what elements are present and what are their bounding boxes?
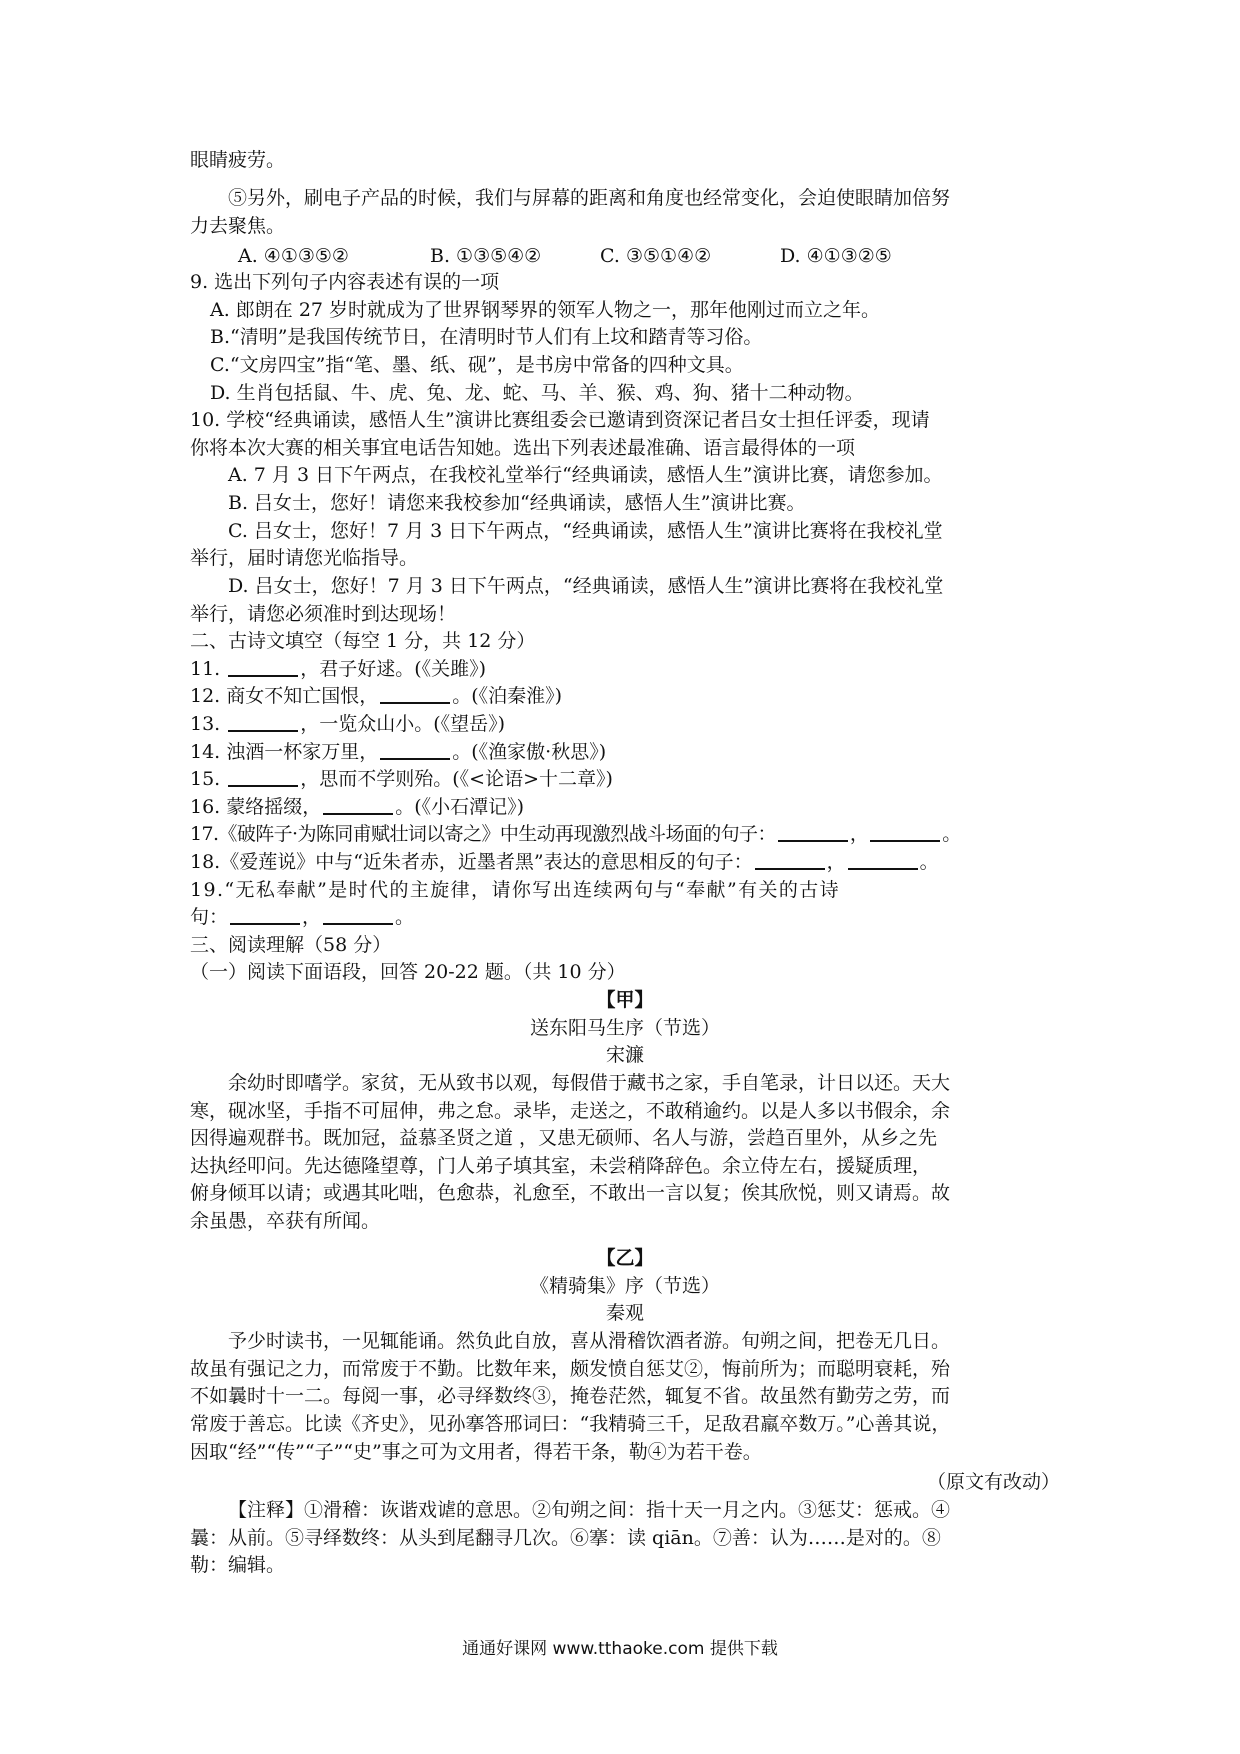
notes-line-1: 【注释】①滑稽：诙谐戏谑的意思。②旬朔之间：指十天一月之内。③惩艾：惩戒。④	[228, 1499, 951, 1521]
q12-pre: 12. 商女不知亡国恨，	[190, 685, 379, 707]
q15	[190, 765, 613, 793]
passage-jia-line: 余虽愚，卒获有所闻。	[190, 1210, 381, 1232]
q19-line-1: 19.“无私奉献”是时代的主旋律，请你写出连续两句与“奉献”有关的古诗	[190, 879, 841, 901]
q18-post: 。	[919, 851, 939, 873]
passage-jia-line: 达执经叩问。先达德隆望尊，门人弟子填其室，未尝稍降辞色。余立侍左右，援疑质理，	[190, 1155, 932, 1177]
q19-mid: ，	[302, 906, 322, 928]
q9-stem: 9. 选出下列句子内容表述有误的一项	[190, 271, 500, 293]
q9-option-d: D. 生肖包括鼠、牛、虎、兔、龙、蛇、马、羊、猴、鸡、狗、猪十二种动物。	[210, 382, 864, 404]
q17	[190, 820, 961, 848]
q9-option-a: A. 郎朗在 27 岁时就成为了世界钢琴界的领军人物之一，那年他刚过而立之年。	[210, 299, 881, 321]
q8-line-3: 力去聚焦。	[190, 215, 286, 237]
footer-credit: 通通好课网 www.tthaoke.com 提供下载	[462, 1639, 778, 1659]
q16	[190, 793, 524, 821]
answer-blank[interactable]	[380, 684, 450, 704]
q11	[190, 655, 486, 683]
q17-pre: 17.《破阵子·为陈同甫赋壮词以寄之》中生动再现激烈战斗场面的句子：	[190, 823, 776, 845]
passage-yi-line: 故虽有强记之力，而常废于不勤。比数年来，颇发愤自惩艾②，悔前所为；而聪明衰耗，殆	[190, 1358, 951, 1380]
answer-blank[interactable]	[228, 767, 298, 787]
passage-yi-line: 不如曩时十一二。每阅一事，必寻绎数终③，掩卷茫然，辄复不省。故虽然有勤劳之劳，而	[190, 1385, 951, 1407]
passage-jia-line: 余幼时即嗜学。家贫，无从致书以观，每假借于藏书之家，手自笔录，计日以还。天大	[228, 1072, 951, 1094]
section-2-title: 二、古诗文填空（每空 1 分，共 12 分）	[190, 630, 536, 652]
q18-mid: ，	[826, 851, 846, 873]
q8-option-a: A. ④①③⑤②	[238, 245, 349, 267]
q10-option-d-1: D. 吕女士，您好！7 月 3 日下午两点，“经典诵读，感悟人生”演讲比赛将在我校礼堂	[228, 575, 944, 597]
q10-option-c-2: 举行，届时请您光临指导。	[190, 547, 419, 569]
q8-option-b: B. ①③⑤④②	[430, 245, 542, 267]
q10-option-a: A. 7 月 3 日下午两点，在我校礼堂举行“经典诵读，感悟人生”演讲比赛，请您参加。	[228, 464, 943, 486]
q13-post: ，一览众山小。(《望岳》)	[300, 713, 506, 735]
q9-option-b: B.“清明”是我国传统节日，在清明时节人们有上坟和踏青等习俗。	[210, 326, 763, 348]
passage-yi-line: 常废于善忘。比读《齐史》，见孙搴答邢词曰：“我精骑三千，足敌君羸卒数万。”心善其说，	[190, 1413, 951, 1435]
q11-pre: 11.	[190, 658, 227, 680]
q10-stem-1: 10. 学校“经典诵读，感悟人生”演讲比赛组委会已邀请到资深记者吕女士担任评委，现请	[190, 409, 930, 431]
q19-line-2	[190, 903, 414, 931]
q14	[190, 738, 606, 766]
q15-post: ，思而不学则殆。(《<论语>十二章》)	[300, 768, 613, 790]
answer-blank[interactable]	[230, 905, 300, 925]
q13	[190, 710, 505, 738]
q13-pre: 13.	[190, 713, 227, 735]
q11-post: ，君子好逑。(《关雎》)	[300, 658, 487, 680]
q10-option-d-2: 举行，请您必须准时到达现场！	[190, 603, 457, 625]
q19-post: 。	[395, 906, 415, 928]
q18-pre: 18.《爱莲说》中与“近朱者赤，近墨者黑”表达的意思相反的句子：	[190, 851, 753, 873]
q10-option-c-1: C. 吕女士，您好！7 月 3 日下午两点，“经典诵读，感悟人生”演讲比赛将在我校礼堂	[228, 520, 943, 542]
passage-jia-line: 因得遍观群书。既加冠，益慕圣贤之道 ，又患无硕师、名人与游，尝趋百里外，从乡之先	[190, 1127, 938, 1149]
passage-jia-title: 送东阳马生序（节选）	[529, 1017, 720, 1039]
answer-blank[interactable]	[755, 850, 825, 870]
q8-option-d: D. ④①③②⑤	[780, 245, 892, 267]
passage-jia-mark: 【甲】	[596, 989, 654, 1011]
answer-blank[interactable]	[778, 822, 848, 842]
q14-post: 。(《渔家傲·秋思》)	[452, 741, 607, 763]
passage-yi-title: 《精骑集》序（节选）	[529, 1275, 720, 1297]
passage-jia-author: 宋濂	[605, 1044, 644, 1066]
q16-post: 。(《小石潭记》)	[395, 796, 525, 818]
passage-jia-line: 俯身倾耳以请；或遇其叱咄，色愈恭，礼愈至，不敢出一言以复；俟其欣悦，则又请焉。故	[190, 1182, 951, 1204]
answer-blank[interactable]	[380, 740, 450, 760]
q15-pre: 15.	[190, 768, 227, 790]
q14-pre: 14. 浊酒一杯家万里，	[190, 741, 379, 763]
answer-blank[interactable]	[228, 712, 298, 732]
q8-option-c: C. ③⑤①④②	[600, 245, 712, 267]
answer-blank[interactable]	[228, 657, 298, 677]
passage-yi-source: （原文有改动）	[926, 1471, 1060, 1493]
passage-yi-author: 秦观	[605, 1302, 644, 1324]
answer-blank[interactable]	[323, 795, 393, 815]
q12	[190, 682, 562, 710]
q8-line-2: ⑤另外，刷电子产品的时候，我们与屏幕的距离和角度也经常变化，会迫使眼睛加倍努	[228, 187, 951, 209]
passage-yi-line: 因取“经”“传”“子”“史”事之可为文用者，得若干条，勒④为若干卷。	[190, 1441, 762, 1463]
q16-pre: 16. 蒙络摇缀，	[190, 796, 322, 818]
q12-post: 。(《泊秦淮》)	[452, 685, 563, 707]
passage-jia-line: 寒，砚冰坚，手指不可屈伸，弗之怠。录毕，走送之，不敢稍逾约。以是人多以书假余，余	[190, 1100, 951, 1122]
notes-line-3: 勒：编辑。	[190, 1554, 286, 1576]
q17-mid: ，	[849, 823, 869, 845]
answer-blank[interactable]	[323, 905, 393, 925]
part-1-title: （一）阅读下面语段，回答 20-22 题。（共 10 分）	[190, 961, 626, 983]
answer-blank[interactable]	[848, 850, 918, 870]
q10-option-b: B. 吕女士，您好！请您来我校参加“经典诵读，感悟人生”演讲比赛。	[228, 492, 806, 514]
q19-pre: 句：	[190, 906, 229, 928]
q17-post: 。	[942, 823, 961, 845]
q18	[190, 848, 939, 876]
q9-option-c: C.“文房四宝”指“笔、墨、纸、砚”，是书房中常备的四种文具。	[210, 354, 744, 376]
q8-line-1: 眼睛疲劳。	[190, 149, 286, 171]
q10-stem-2: 你将本次大赛的相关事宜电话告知她。选出下列表述最准确、语言最得体的一项	[190, 437, 856, 459]
passage-yi-mark: 【乙】	[596, 1247, 654, 1269]
notes-line-2: 曩：从前。⑤寻绎数终：从头到尾翻寻几次。⑥搴：读 qiān。⑦善：认为……是对的。⑧	[190, 1527, 941, 1549]
answer-blank[interactable]	[870, 822, 940, 842]
passage-yi-line: 予少时读书，一见辄能诵。然负此自放，喜从滑稽饮酒者游。旬朔之间，把卷无几日。	[228, 1330, 951, 1352]
section-3-title: 三、阅读理解（58 分）	[190, 934, 392, 956]
